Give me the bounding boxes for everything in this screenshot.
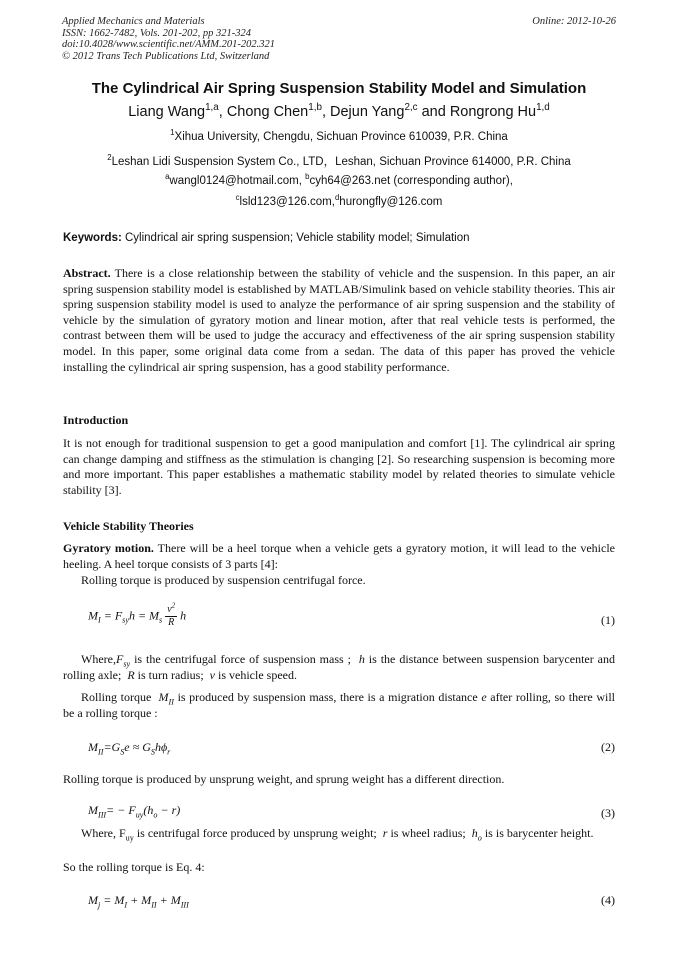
affiliation-2: $^2$Leshan Lidi Suspension System Co., LTD，Leshan, Sichuan Province 614000, P.R. China [107,153,571,168]
abstract: Abstract. There is a close relationship between the stability of vehicle and the suspension. In this paper, an air spring suspension stability model is established by MATLAB/Simulink based on vehicle stability theories. This air spring suspension stability model is used to analyze the performance of air spring suspension and the stability of vehicle by the simulation of gyratory motion and linear motion, after that real vehicle tests is performed, the contrast between them will be used to judge the accuracy and effectiveness of the air spring suspension stability model. In this paper, some original data come from a sedan. The data of this paper has proved the vehicle installing the cylindrical air spring suspension, has a good stability performance. [63,266,615,374]
keywords: Keywords: Cylindrical air spring suspension; Vehicle stability model; Simulation [63,232,470,244]
rolling-paragraph-3: Rolling torque is produced by unsprung weight, and sprung weight has a different direction. [63,772,505,786]
author-name: , Dejun Yang [321,104,405,120]
equation-3: $M_{III}= - F_{uy}(h_o - r)$ [88,803,181,820]
equation-1: $M_I = F_{sy}h = M_s$ $\frac{v^2}{R}$ h [88,602,187,628]
copyright-line: © 2012 Trans Tech Publications Ltd, Switzerland [62,50,270,62]
running-header [62,16,275,62]
author-name: Liang Wang [128,104,206,120]
email-line-1: $^a$wangl0124@hotmail.com, $^b$cyh64@263.net (corresponding author), [165,172,513,187]
rolling-paragraph-1: Rolling torque is produced by suspension centrifugal force. [81,573,366,587]
equation-number-3: (3) [601,806,615,820]
author-name: , Chong Chen [218,104,309,120]
equation-number-2: (2) [601,740,615,754]
email-line-2: $^c$lsld123@126.com,$^d$hurongfly@126.com [235,193,443,208]
author-name: and Rongrong Hu [417,104,537,120]
gyratory-paragraph: Gyratory motion. There will be a heel torque when a vehicle gets a gyratory motion, it will lead to the vehicle heeling. A heel torque consists of 3 parts [4]: [63,541,615,571]
author-list: Liang Wang$^{1,a}$, Chong Chen$^{1,b}$, Dejun Yang$^{2,c}$ and Rongrong Hu$^{1,d}$ [128,102,550,120]
paper-title: The Cylindrical Air Spring Suspension Stability Model and Simulation [91,80,587,97]
equation-4: $M_j = M_I + M_{II} + M_{III}$ [88,893,189,910]
section-heading: Vehicle Stability Theories [63,519,194,533]
where-paragraph-3: Where, $F_{uy}$ is centrifugal force produced by unsprung weight; r is wheel radius; $h_o$ is is barycenter height. [81,826,594,843]
equation-number-4: (4) [601,893,615,907]
affiliation-1: $^1$Xihua University, Chengdu, Sichuan Province 610039, P.R. China [170,128,508,143]
online-date: Online: 2012-10-26 [532,16,616,27]
equation-number-1: (1) [601,613,615,627]
issn-line: ISSN: 1662-7482, Vols. 201-202, pp 321-324 [62,27,251,39]
introduction-text: It is not enough for traditional suspension to get a good manipulation and comfort [1]. The cylindrical air spring can change damping and stiffness as the stimulation is changing [2]. So researching suspension is becoming more and more important. This paper establishes a mathematic stability model by related theories to simulate vehicle stability [3]. [63,436,615,497]
introduction-heading: Introduction [63,413,129,427]
rolling-paragraph-2: Rolling torque $M_{II}$ is produced by suspension mass, there is a migration distance e after rolling, so there will be a rolling torque : [63,690,616,720]
where-paragraph-1: $Where,F_{sy}$ is the centrifugal force of suspension mass ; h is the distance between suspension barycenter and rolling axle; R is turn radius; v is vehicle speed. [63,652,616,682]
journal-name: Applied Mechanics and Materials [62,16,205,27]
equation-2: $M_{II}=G_Se \approx G_Sh\phi_r$ [88,740,171,757]
doi-line: doi:10.4028/www.scientific.net/AMM.201-202.321 [62,39,275,50]
so-line: So the rolling torque is Eq. 4: [63,860,205,874]
